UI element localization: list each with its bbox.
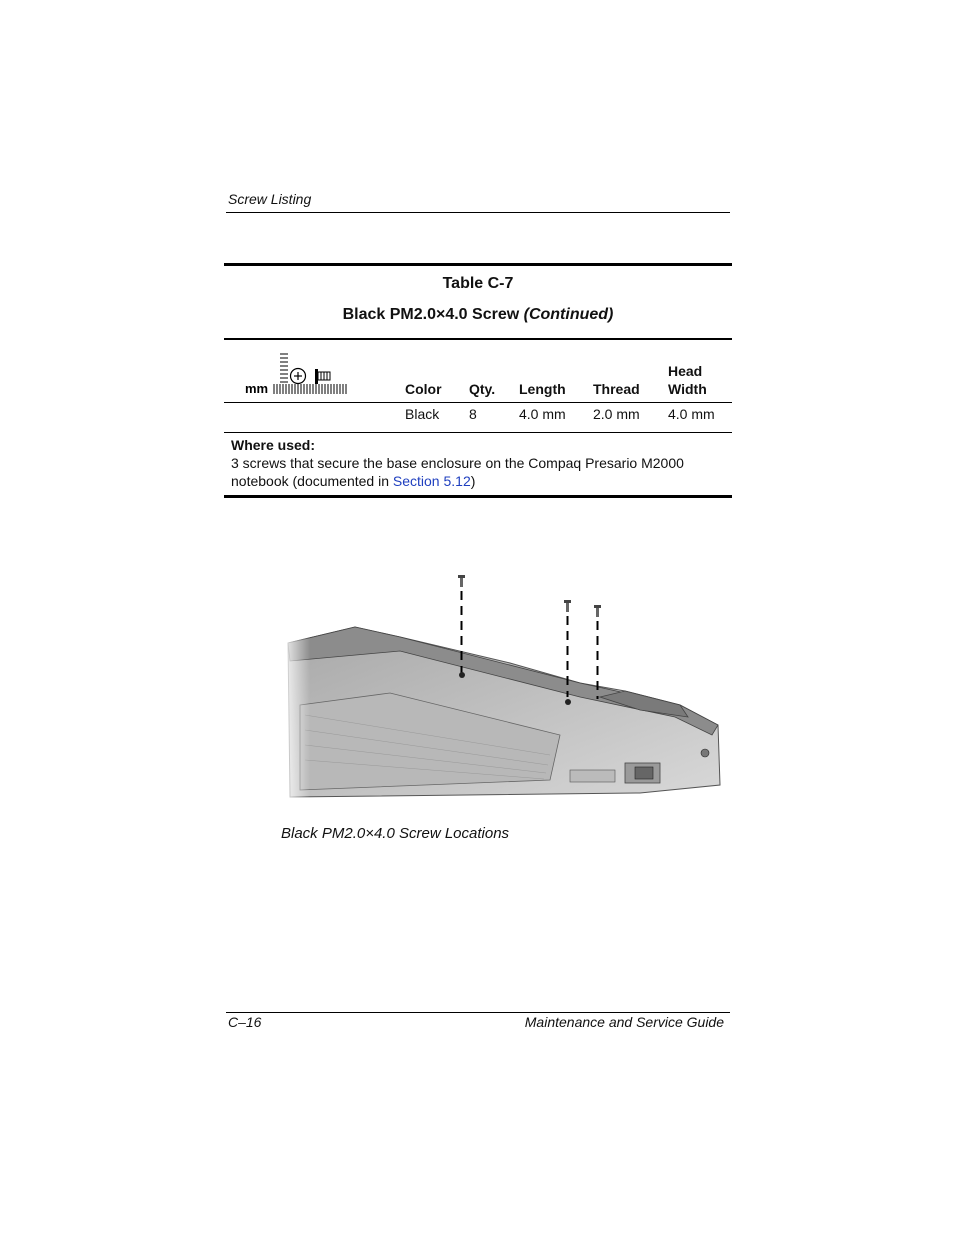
- where-used-line1: 3 screws that secure the base enclosure on the Compaq Presario M2000: [231, 455, 684, 471]
- scale-unit-label: mm: [245, 381, 269, 396]
- guide-title: Maintenance and Service Guide: [524, 1014, 724, 1030]
- table-bottom-rule: [224, 495, 732, 498]
- section-link[interactable]: Section 5.12: [392, 473, 471, 489]
- table-row: [224, 403, 732, 432]
- cell-color: Black: [405, 406, 440, 422]
- running-header: Screw Listing: [228, 191, 312, 207]
- header-rule: [226, 212, 730, 213]
- table-title-continued: (Continued): [523, 306, 614, 323]
- col-header-thread: Thread: [593, 381, 640, 397]
- screw-location-illustration: [280, 565, 730, 805]
- figure-caption: Black PM2.0×4.0 Screw Locations: [281, 825, 510, 842]
- table-header-row: [224, 340, 732, 402]
- table-top-rule: [224, 263, 732, 266]
- table-title: [224, 306, 732, 328]
- cell-head-width: 4.0 mm: [668, 406, 715, 422]
- screw-3-icon: [594, 605, 601, 699]
- col-header-color: Color: [405, 381, 442, 397]
- col-header-length: Length: [519, 381, 566, 397]
- where-used-label: Where used:: [231, 437, 316, 453]
- page-number: C–16: [228, 1014, 262, 1030]
- cell-length: 4.0 mm: [519, 406, 566, 422]
- col-header-width: Width: [668, 381, 707, 397]
- table-number: Table C-7: [442, 275, 514, 292]
- where-used-line2-pre: notebook (documented in: [231, 473, 393, 489]
- where-used-line2-post: ): [470, 473, 476, 489]
- where-used-line2: [231, 472, 725, 490]
- col-header-qty: Qty.: [469, 381, 496, 397]
- where-used-block: [224, 433, 732, 495]
- screw-scale-icon: [242, 352, 372, 402]
- col-header-head: Head: [668, 363, 703, 379]
- cell-qty: 8: [469, 406, 477, 422]
- screw-table: [224, 263, 732, 498]
- col-header-head-width: [668, 362, 707, 398]
- footer-rule: [226, 1012, 730, 1013]
- cell-thread: 2.0 mm: [593, 406, 640, 422]
- table-title-main: Black PM2.0×4.0 Screw: [342, 306, 520, 323]
